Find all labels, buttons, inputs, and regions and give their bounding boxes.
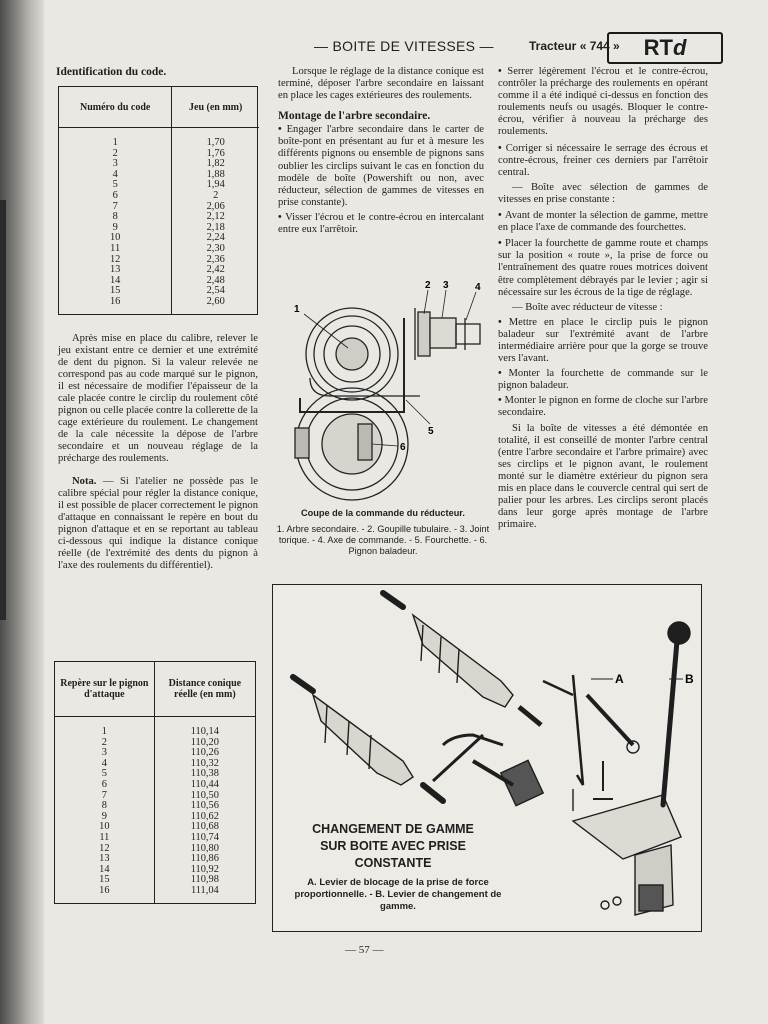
row-value: 2,18 (206, 221, 225, 233)
lever-b-knob (668, 622, 690, 644)
row-value: 110,26 (190, 747, 219, 759)
table-row (59, 255, 259, 266)
upper-fork-rail (413, 615, 513, 707)
table-row (55, 769, 255, 780)
right-paragraph-demontee: Si la boîte de vitesses a été démontée en totalité, il est conseillé de monter l'arbre central (entre l'arbre secondaire et l'arbre primaire) avec ses circlips et le pignon avant, le roulement monté sur le diamètre extérieur du pignon sera mis en place dans le couvercle central qui sert de palier pour les arbres. Les circlips seront placés dans leur gorge après montage de l'arbre primaire. (498, 422, 708, 531)
table-row (55, 748, 255, 759)
row-code: 9 (59, 223, 172, 234)
row-code: 5 (59, 180, 172, 191)
table-row (55, 844, 255, 855)
bullet-visser: • Visser l'écrou et le contre-écrou en intercalant entre eux l'arrêtoir. (278, 212, 484, 236)
table-row (59, 191, 259, 202)
row-value: 2,60 (206, 295, 225, 307)
row-code: 6 (55, 780, 154, 791)
table-row (55, 759, 255, 770)
reducer-drawing (270, 278, 500, 508)
table-row (59, 212, 259, 223)
rtd-logo (607, 32, 723, 64)
table-row (59, 297, 259, 314)
row-code: 16 (59, 297, 172, 314)
nota-label: Nota. (72, 475, 97, 487)
range-change-figure (272, 584, 702, 932)
row-code: 3 (59, 159, 172, 170)
right-subhead-reducteur: — Boîte avec réducteur de vitesse : (512, 301, 663, 313)
row-code: 9 (55, 812, 154, 823)
fig2-title-line1: CHANGEMENT DE GAMME (312, 822, 474, 836)
table-header-repere: Repère sur le pignon d'attaque (55, 662, 154, 717)
row-code: 13 (59, 265, 172, 276)
row-value: 110,80 (190, 842, 219, 854)
table-row (59, 223, 259, 234)
reducer-cross-section-figure (270, 278, 500, 508)
lever-b-label: B (685, 672, 694, 686)
table-row (59, 265, 259, 276)
table-row (59, 276, 259, 287)
row-value: 2,54 (206, 285, 225, 297)
lever-a-label: A (615, 672, 624, 686)
right-bullet-cloche: • Monter le pignon en forme de cloche sur l'arbre secondaire. (498, 395, 708, 419)
distance-conique-table (55, 662, 255, 903)
table-row (55, 717, 255, 738)
row-code: 11 (55, 833, 154, 844)
row-value: 2 (213, 189, 219, 201)
section-title: — BOITE DE VITESSES — (314, 38, 494, 54)
table-row (55, 738, 255, 749)
row-value: 110,86 (190, 853, 219, 865)
table-row (55, 833, 255, 844)
row-value: 2,42 (206, 264, 225, 276)
row-code: 7 (55, 791, 154, 802)
row-value: 2,06 (206, 200, 225, 212)
row-value: 1,76 (206, 147, 225, 159)
row-code: 3 (55, 748, 154, 759)
table-row (59, 202, 259, 213)
row-value: 2,36 (206, 253, 225, 265)
row-value: 110,92 (190, 863, 219, 875)
fig1-label-5: 5 (428, 426, 434, 437)
distance-conique-paragraph: Lorsque le réglage de la distance conique est terminé, déposer l'arbre secondaire en laissant en place les cages extérieures des roulements. (278, 66, 484, 102)
lower-fork-rail (313, 695, 413, 785)
row-code: 16 (55, 886, 154, 903)
row-value: 111,04 (190, 884, 219, 896)
table-header-jeu: Jeu (en mm) (172, 87, 259, 128)
row-code: 4 (59, 170, 172, 181)
identification-heading: Identification du code. (56, 66, 167, 78)
table-row (59, 233, 259, 244)
table-row (59, 180, 259, 191)
row-code: 8 (55, 801, 154, 812)
row-code: 2 (59, 149, 172, 160)
row-value: 110,32 (190, 757, 219, 769)
row-code: 15 (55, 875, 154, 886)
row-code: 4 (55, 759, 154, 770)
row-code: 7 (59, 202, 172, 213)
table-row (55, 780, 255, 791)
distance-table-box (54, 661, 256, 904)
fig2-title-line2: SUR BOITE AVEC PRISE (320, 839, 466, 853)
code-clearance-table (59, 87, 259, 314)
row-value: 1,82 (206, 158, 225, 170)
page-number: — 57 — (345, 944, 384, 956)
right-column (498, 66, 708, 534)
row-value: 1,70 (206, 137, 225, 148)
row-value: 2,24 (206, 232, 225, 244)
left-column (58, 66, 258, 575)
table-header-distance: Distance conique réelle (en mm) (154, 662, 255, 717)
logo-suffix: d (672, 35, 687, 60)
logo-main: RT (643, 35, 673, 60)
fig1-label-1: 1 (294, 304, 300, 315)
right-bullet-circlip: • Mettre en place le circlip puis le pignon baladeur sur l'extrémité avant de l'arbre intermédiaire arrière pour que la gorge se trouve vers l'avant. (498, 317, 708, 365)
row-code: 14 (59, 276, 172, 287)
row-value: 2,48 (206, 274, 225, 286)
table-row (55, 822, 255, 833)
row-value: 110,38 (190, 768, 219, 780)
right-subhead-selection: — Boîte avec sélection de gammes de vitesses en prise constante : (498, 181, 708, 205)
table-row (59, 149, 259, 160)
tractor-model: Tracteur « 744 » (529, 39, 620, 53)
fig2-legend: A. Levier de blocage de la prise de force proportionnelle. - B. Levier de changement de gamme. (294, 877, 502, 912)
row-value: 1,88 (206, 168, 225, 180)
table-row (55, 801, 255, 812)
table-row (55, 812, 255, 823)
fig2-title (293, 821, 493, 872)
row-code: 10 (59, 233, 172, 244)
montage-heading: Montage de l'arbre secondaire. (278, 110, 431, 123)
row-value: 110,14 (190, 726, 219, 737)
row-code: 8 (59, 212, 172, 223)
row-code: 14 (55, 865, 154, 876)
fig1-caption-title: Coupe de la commande du réducteur. (301, 508, 465, 518)
row-value: 110,68 (190, 821, 219, 833)
fig1-caption (272, 508, 494, 557)
lever-b-rod (663, 641, 677, 805)
right-bullet-serrer: • Serrer légèrement l'écrou et le contre-écrou, contrôler la précharge des roulements en opérant comme il a été indiqué ci-dessus en fonction des roulements neufs ou usagés. Bloquer le contre-écrou, vérifier à nouveau la précharge des roulements. (498, 66, 708, 139)
row-value: 110,62 (190, 810, 219, 822)
row-code: 11 (59, 244, 172, 255)
right-bullet-fourchette: • Monter la fourchette de commande sur le pignon baladeur. (498, 368, 708, 392)
table-row (55, 854, 255, 865)
right-bullet-avant: • Avant de monter la sélection de gamme, mettre en place l'axe de commande des fourchettes. (498, 210, 708, 234)
fig2-title-line3: CONSTANTE (354, 856, 432, 870)
row-value: 110,50 (190, 789, 219, 801)
nota-paragraph (58, 476, 258, 573)
binding-mark (0, 200, 6, 620)
table-header-code: Numéro du code (59, 87, 172, 128)
page-binding-shadow (0, 0, 44, 1024)
row-code: 6 (59, 191, 172, 202)
row-code: 15 (59, 286, 172, 297)
fig1-label-6: 6 (400, 442, 406, 453)
row-value: 110,74 (190, 831, 219, 843)
row-value: 110,20 (190, 736, 219, 748)
fig1-label-4: 4 (475, 282, 481, 293)
table-row (55, 886, 255, 903)
fig1-label-2: 2 (425, 280, 431, 291)
middle-column (278, 66, 484, 239)
table-row (59, 170, 259, 181)
table-row (55, 875, 255, 886)
table-row (59, 159, 259, 170)
table-row (59, 128, 259, 149)
row-code: 12 (59, 255, 172, 266)
row-code: 1 (55, 717, 154, 738)
row-code: 10 (55, 822, 154, 833)
table-row (59, 286, 259, 297)
row-code: 5 (55, 769, 154, 780)
row-value: 110,98 (190, 874, 219, 886)
row-code: 2 (55, 738, 154, 749)
right-bullet-placer: • Placer la fourchette de gamme route et champs sur la position « route », la prise de force ou l'entraînement des quatre roues motrices doivent être complètement débrayés par le levier ; agir si nécessaire sur les écrous de la tige de réglage. (498, 238, 708, 298)
row-code: 13 (55, 854, 154, 865)
fig1-caption-text: 1. Arbre secondaire. - 2. Goupille tubulaire. - 3. Joint torique. - 4. Axe de commande. - 5. Fourchette. - 6. Pignon baladeur. (276, 524, 490, 556)
row-value: 2,30 (206, 242, 225, 254)
row-value: 110,56 (190, 800, 219, 812)
page-header (44, 34, 724, 64)
table-row (59, 244, 259, 255)
row-code: 12 (55, 844, 154, 855)
right-bullet-corriger: • Corriger si nécessaire le serrage des écrous et contre-écrous, freiner ces derniers par l'arrêtoir central. (498, 143, 708, 179)
table-row (55, 791, 255, 802)
row-value: 1,94 (206, 179, 225, 191)
fig1-label-3: 3 (443, 280, 449, 291)
row-code: 1 (59, 128, 172, 149)
code-table (58, 86, 258, 315)
row-value: 110,44 (190, 778, 219, 790)
bullet-engager: • Engager l'arbre secondaire dans le carter de boîte-pont en présentant au fur et à mesure les différents pignons ou ensemble de pignons sans oublier les circlips suivant le cas en fonction du modèle de boîte (Powershift ou non, avec réducteur, sélection de gammes de vitesses en prise constante). (278, 124, 484, 209)
nota-text: — Si l'atelier ne possède pas le calibre spécial pour régler la distance conique, il est possible de placer correctement le pignon d'attaque en connaissant le repère en bout du pignon d'attaque et en se reportant au tableau ci-dessous qui indique la distance conique réelle (de l'extrémité des dents du pignon à l'axe des roulements du différentiel). (58, 475, 258, 572)
row-value: 2,12 (206, 211, 225, 223)
table-row (55, 865, 255, 876)
calibre-paragraph: Après mise en place du calibre, relever le jeu existant entre ce dernier et une extrémité de dent du pignon. Si la valeur relevée ne correspond pas au code marqué sur le pignon, il est nécessaire de modifier l'épaisseur de la cale placée contre le circlip du roulement côté pignon ou celle placée contre la collerette de la cage extérieure du roulement. Le changement de la cale nécessite la dépose de l'arbre secondaire et un nouveau réglage de la précharge des roulements. (58, 332, 258, 465)
